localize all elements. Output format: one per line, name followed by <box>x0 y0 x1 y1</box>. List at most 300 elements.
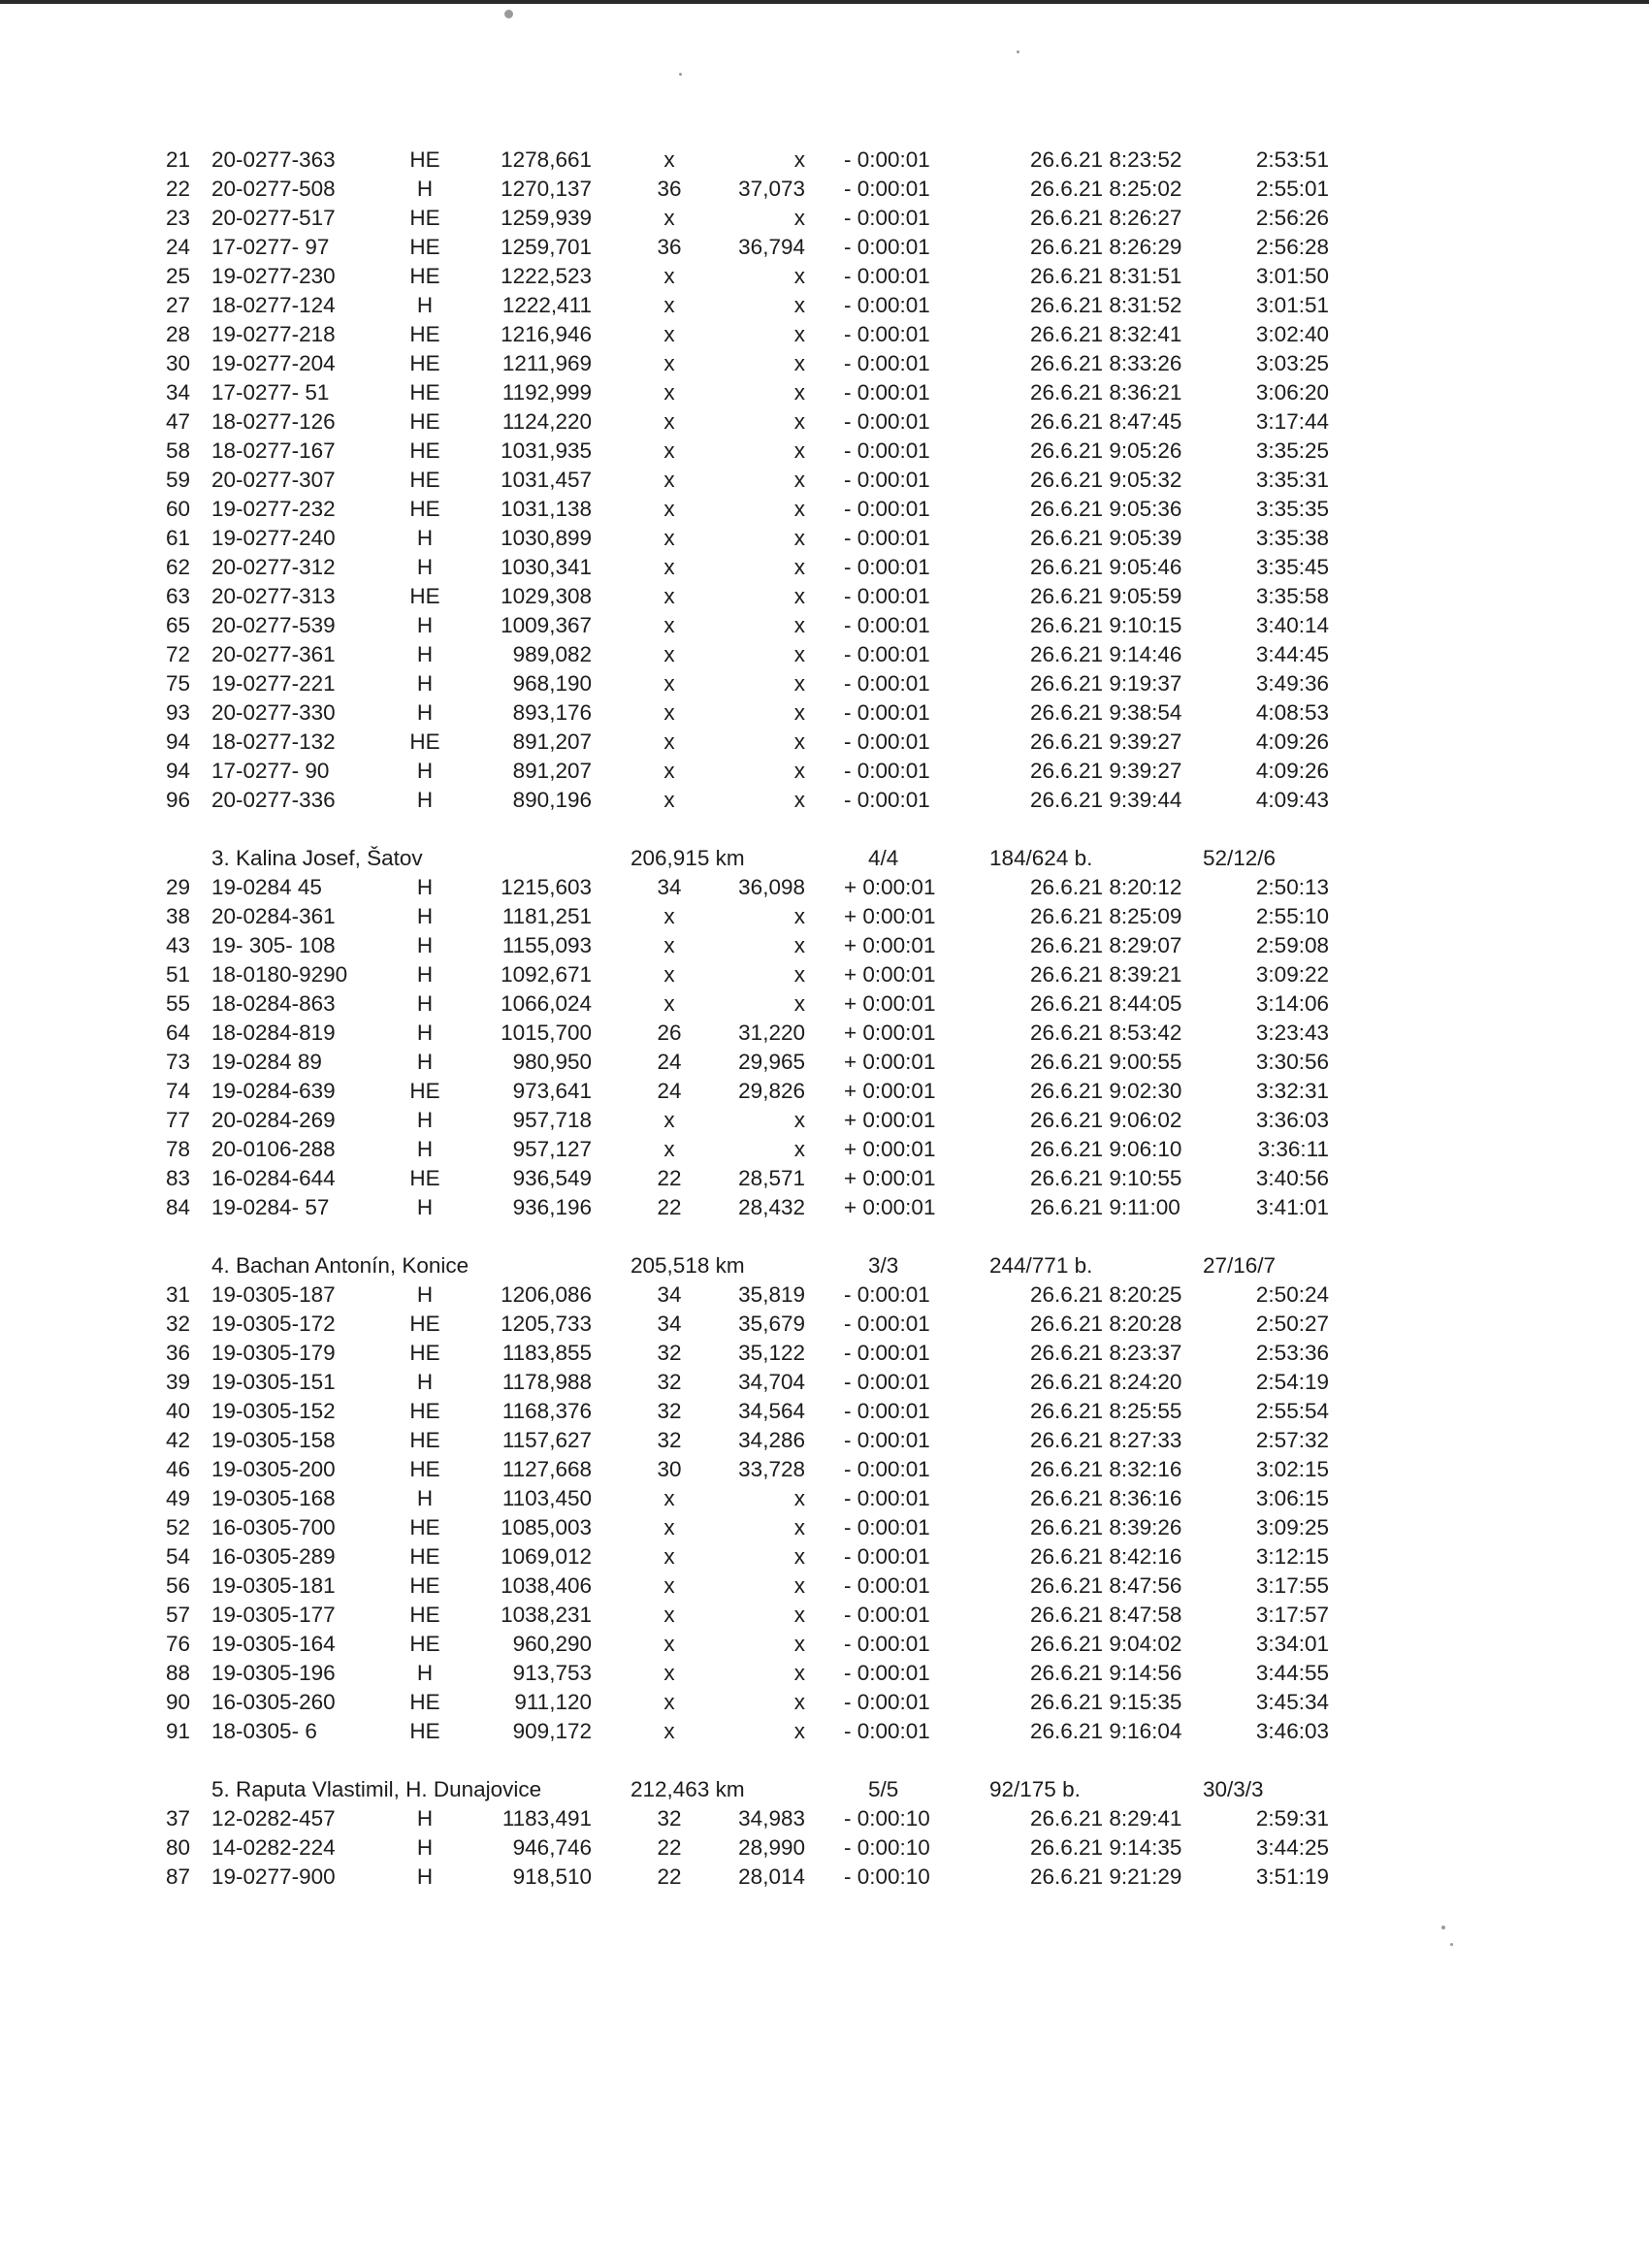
arrival-time-cell: 26.6.21 8:23:52 <box>1030 147 1182 172</box>
speed-cell: 1183,491 <box>501 1806 592 1831</box>
sex-cell: H <box>416 904 434 928</box>
flight-time-cell: 3:46:03 <box>1255 1719 1329 1743</box>
points-cell: x <box>793 642 805 666</box>
scan-speck <box>1441 1926 1445 1929</box>
time-correction-cell: - 0:00:01 <box>844 1282 930 1307</box>
points-cell: x <box>793 1137 805 1161</box>
points-cell: x <box>793 438 805 463</box>
ring-number-cell: 19-0277-218 <box>211 322 336 346</box>
coefficient-cell: 32 <box>657 1428 682 1452</box>
flight-time-cell: 3:09:22 <box>1255 962 1329 987</box>
result-row <box>146 146 1358 175</box>
ring-number-cell: 20-0277-363 <box>211 147 336 172</box>
points-cell: 36,794 <box>738 235 805 259</box>
flight-time-cell: 3:45:34 <box>1255 1690 1329 1714</box>
points-cell: 28,014 <box>738 1864 805 1889</box>
sex-cell: H <box>416 759 434 783</box>
arrival-time-cell: 26.6.21 9:39:27 <box>1030 759 1182 783</box>
ring-number-cell: 19-0305-200 <box>211 1457 336 1481</box>
sex-cell: H <box>416 555 434 579</box>
sex-cell: HE <box>409 1544 440 1569</box>
participant-ratio: 4/4 <box>868 846 899 870</box>
ring-number-cell: 19-0284 89 <box>211 1050 322 1074</box>
arrival-time-cell: 26.6.21 8:20:25 <box>1030 1282 1182 1307</box>
result-row <box>146 1571 1358 1601</box>
result-row <box>146 1280 1358 1310</box>
participant-score: 244/771 b. <box>989 1253 1093 1278</box>
rank-cell: 96 <box>165 788 190 812</box>
ring-number-cell: 18-0305- 6 <box>211 1719 317 1743</box>
points-cell: 28,432 <box>738 1195 805 1219</box>
speed-cell: 1029,308 <box>501 584 592 608</box>
time-correction-cell: - 0:00:01 <box>844 1544 930 1569</box>
coefficient-cell: x <box>663 468 675 492</box>
arrival-time-cell: 26.6.21 9:05:26 <box>1030 438 1182 463</box>
points-cell: x <box>793 526 805 550</box>
sex-cell: HE <box>409 351 440 375</box>
result-row <box>146 1688 1358 1717</box>
rank-cell: 47 <box>165 409 190 434</box>
rank-cell: 83 <box>165 1166 190 1190</box>
participant-distance: 206,915 km <box>630 846 745 870</box>
flight-time-cell: 4:09:26 <box>1255 759 1329 783</box>
speed-cell: 957,718 <box>512 1108 592 1132</box>
sex-cell: HE <box>409 1632 440 1656</box>
sex-cell: HE <box>409 1341 440 1365</box>
flight-time-cell: 3:40:56 <box>1255 1166 1329 1190</box>
sex-cell: HE <box>409 322 440 346</box>
speed-cell: 1216,946 <box>501 322 592 346</box>
arrival-time-cell: 26.6.21 8:42:16 <box>1030 1544 1182 1569</box>
ring-number-cell: 19-0305-187 <box>211 1282 336 1307</box>
speed-cell: 1031,457 <box>501 468 592 492</box>
rank-cell: 57 <box>165 1603 190 1627</box>
time-correction-cell: - 0:00:01 <box>844 1312 930 1336</box>
arrival-time-cell: 26.6.21 8:23:37 <box>1030 1341 1182 1365</box>
scan-top-border <box>0 0 1649 4</box>
arrival-time-cell: 26.6.21 9:05:32 <box>1030 468 1182 492</box>
ring-number-cell: 19-0305-164 <box>211 1632 336 1656</box>
coefficient-cell: 26 <box>657 1021 682 1045</box>
coefficient-cell: x <box>663 264 675 288</box>
points-cell: 35,122 <box>738 1341 805 1365</box>
flight-time-cell: 3:51:19 <box>1255 1864 1329 1889</box>
sex-cell: H <box>416 1195 434 1219</box>
sex-cell: HE <box>409 380 440 405</box>
sex-cell: HE <box>409 409 440 434</box>
arrival-time-cell: 26.6.21 9:04:02 <box>1030 1632 1182 1656</box>
ring-number-cell: 19-0305-181 <box>211 1573 336 1598</box>
ring-number-cell: 18-0277-132 <box>211 729 336 754</box>
points-cell: x <box>793 1661 805 1685</box>
ring-number-cell: 16-0305-700 <box>211 1515 336 1539</box>
arrival-time-cell: 26.6.21 8:47:45 <box>1030 409 1182 434</box>
result-row <box>146 1542 1358 1571</box>
rank-cell: 28 <box>165 322 190 346</box>
rank-cell: 94 <box>165 759 190 783</box>
flight-time-cell: 2:56:26 <box>1255 206 1329 230</box>
speed-cell: 1038,406 <box>501 1573 592 1598</box>
sex-cell: H <box>416 613 434 637</box>
flight-time-cell: 3:30:56 <box>1255 1050 1329 1074</box>
result-row <box>146 1630 1358 1659</box>
ring-number-cell: 20-0277-307 <box>211 468 336 492</box>
rank-cell: 49 <box>165 1486 190 1510</box>
result-row <box>146 728 1358 757</box>
ring-number-cell: 19-0305-177 <box>211 1603 336 1627</box>
time-correction-cell: + 0:00:01 <box>844 1021 936 1045</box>
arrival-time-cell: 26.6.21 9:14:46 <box>1030 642 1182 666</box>
arrival-time-cell: 26.6.21 9:05:59 <box>1030 584 1182 608</box>
sex-cell: HE <box>409 1079 440 1103</box>
time-correction-cell: + 0:00:01 <box>844 1137 936 1161</box>
rank-cell: 37 <box>165 1806 190 1831</box>
sex-cell: HE <box>409 1457 440 1481</box>
sex-cell: HE <box>409 584 440 608</box>
scan-speck <box>1450 1943 1453 1946</box>
points-cell: x <box>793 555 805 579</box>
speed-cell: 1211,969 <box>501 351 592 375</box>
coefficient-cell: 24 <box>657 1050 682 1074</box>
ring-number-cell: 20-0277-517 <box>211 206 336 230</box>
points-cell: x <box>793 1632 805 1656</box>
participant-score: 92/175 b. <box>989 1777 1081 1801</box>
sex-cell: H <box>416 1370 434 1394</box>
coefficient-cell: x <box>663 206 675 230</box>
coefficient-cell: x <box>663 1544 675 1569</box>
speed-cell: 891,207 <box>512 729 592 754</box>
speed-cell: 1127,668 <box>501 1457 592 1481</box>
participant-score: 184/624 b. <box>989 846 1093 870</box>
result-row <box>146 1019 1358 1048</box>
coefficient-cell: 22 <box>657 1166 682 1190</box>
section-spacer <box>146 815 1358 844</box>
speed-cell: 968,190 <box>512 671 592 696</box>
scan-speck <box>679 73 682 76</box>
ring-number-cell: 19-0277-232 <box>211 497 336 521</box>
ring-number-cell: 20-0284-361 <box>211 904 336 928</box>
sex-cell: HE <box>409 264 440 288</box>
flight-time-cell: 3:03:25 <box>1255 351 1329 375</box>
rank-cell: 39 <box>165 1370 190 1394</box>
speed-cell: 973,641 <box>512 1079 592 1103</box>
participant-name: 4. Bachan Antonín, Konice <box>211 1253 469 1278</box>
rank-cell: 56 <box>165 1573 190 1598</box>
sex-cell: H <box>416 293 434 317</box>
time-correction-cell: - 0:00:01 <box>844 380 930 405</box>
rank-cell: 59 <box>165 468 190 492</box>
rank-cell: 65 <box>165 613 190 637</box>
flight-time-cell: 3:35:25 <box>1255 438 1329 463</box>
points-cell: 34,286 <box>738 1428 805 1452</box>
coefficient-cell: x <box>663 613 675 637</box>
result-row <box>146 378 1358 407</box>
time-correction-cell: - 0:00:01 <box>844 759 930 783</box>
arrival-time-cell: 26.6.21 9:05:39 <box>1030 526 1182 550</box>
ring-number-cell: 19-0305-172 <box>211 1312 336 1336</box>
result-row <box>146 524 1358 553</box>
speed-cell: 1178,988 <box>501 1370 592 1394</box>
ring-number-cell: 19-0284 45 <box>211 875 322 899</box>
result-row <box>146 786 1358 815</box>
participant-section <box>146 1222 1358 1746</box>
coefficient-cell: x <box>663 147 675 172</box>
section-spacer <box>146 1222 1358 1251</box>
points-cell: x <box>793 584 805 608</box>
time-correction-cell: + 0:00:01 <box>844 875 936 899</box>
arrival-time-cell: 26.6.21 8:25:02 <box>1030 177 1182 201</box>
arrival-time-cell: 26.6.21 9:14:56 <box>1030 1661 1182 1685</box>
time-correction-cell: + 0:00:01 <box>844 962 936 987</box>
time-correction-cell: + 0:00:01 <box>844 1195 936 1219</box>
result-row <box>146 1426 1358 1455</box>
sex-cell: H <box>416 991 434 1016</box>
ring-number-cell: 20-0284-269 <box>211 1108 336 1132</box>
sex-cell: HE <box>409 497 440 521</box>
flight-time-cell: 3:35:38 <box>1255 526 1329 550</box>
time-correction-cell: - 0:00:01 <box>844 613 930 637</box>
rank-cell: 61 <box>165 526 190 550</box>
speed-cell: 1222,411 <box>501 293 592 317</box>
sex-cell: H <box>416 933 434 957</box>
coefficient-cell: x <box>663 526 675 550</box>
speed-cell: 893,176 <box>512 700 592 725</box>
speed-cell: 1069,012 <box>501 1544 592 1569</box>
result-row <box>146 1310 1358 1339</box>
ring-number-cell: 18-0277-167 <box>211 438 336 463</box>
arrival-time-cell: 26.6.21 9:15:35 <box>1030 1690 1182 1714</box>
ring-number-cell: 20-0277-336 <box>211 788 336 812</box>
flight-time-cell: 3:32:31 <box>1255 1079 1329 1103</box>
time-correction-cell: - 0:00:01 <box>844 438 930 463</box>
rank-cell: 36 <box>165 1341 190 1365</box>
speed-cell: 1206,086 <box>501 1282 592 1307</box>
participant-distance: 205,518 km <box>630 1253 745 1278</box>
arrival-time-cell: 26.6.21 9:06:02 <box>1030 1108 1182 1132</box>
arrival-time-cell: 26.6.21 8:39:21 <box>1030 962 1182 987</box>
flight-time-cell: 4:08:53 <box>1255 700 1329 725</box>
time-correction-cell: - 0:00:01 <box>844 1486 930 1510</box>
result-row <box>146 495 1358 524</box>
participant-distance: 212,463 km <box>630 1777 745 1801</box>
sex-cell: HE <box>409 1719 440 1743</box>
flight-time-cell: 3:36:11 <box>1257 1137 1329 1161</box>
flight-time-cell: 3:01:51 <box>1255 293 1329 317</box>
ring-number-cell: 19-0305-168 <box>211 1486 336 1510</box>
coefficient-cell: x <box>663 1661 675 1685</box>
ring-number-cell: 19-0277-221 <box>211 671 336 696</box>
coefficient-cell: x <box>663 1690 675 1714</box>
sex-cell: H <box>416 1108 434 1132</box>
rank-cell: 29 <box>165 875 190 899</box>
coefficient-cell: x <box>663 642 675 666</box>
flight-time-cell: 3:44:25 <box>1255 1835 1329 1860</box>
coefficient-cell: x <box>663 1573 675 1598</box>
rank-cell: 43 <box>165 933 190 957</box>
flight-time-cell: 4:09:26 <box>1255 729 1329 754</box>
coefficient-cell: 34 <box>657 875 682 899</box>
rank-cell: 73 <box>165 1050 190 1074</box>
rank-cell: 32 <box>165 1312 190 1336</box>
ring-number-cell: 19-0277-204 <box>211 351 336 375</box>
flight-time-cell: 3:35:58 <box>1255 584 1329 608</box>
coefficient-cell: x <box>663 1632 675 1656</box>
result-row <box>146 1164 1358 1193</box>
rank-cell: 42 <box>165 1428 190 1452</box>
speed-cell: 1168,376 <box>501 1399 592 1423</box>
speed-cell: 1085,003 <box>501 1515 592 1539</box>
speed-cell: 1030,341 <box>501 555 592 579</box>
result-row <box>146 931 1358 960</box>
flight-time-cell: 4:09:43 <box>1255 788 1329 812</box>
arrival-time-cell: 26.6.21 9:14:35 <box>1030 1835 1182 1860</box>
time-correction-cell: - 0:00:01 <box>844 1457 930 1481</box>
result-row <box>146 466 1358 495</box>
ring-number-cell: 19-0305-179 <box>211 1341 336 1365</box>
flight-time-cell: 2:55:10 <box>1255 904 1329 928</box>
points-cell: 29,965 <box>738 1050 805 1074</box>
points-cell: x <box>793 1603 805 1627</box>
ring-number-cell: 12-0282-457 <box>211 1806 336 1831</box>
arrival-time-cell: 26.6.21 9:11:00 <box>1030 1195 1180 1219</box>
arrival-time-cell: 26.6.21 8:20:28 <box>1030 1312 1182 1336</box>
arrival-time-cell: 26.6.21 8:26:29 <box>1030 235 1182 259</box>
rank-cell: 84 <box>165 1195 190 1219</box>
arrival-time-cell: 26.6.21 8:29:07 <box>1030 933 1182 957</box>
result-row <box>146 1455 1358 1484</box>
speed-cell: 1015,700 <box>501 1021 592 1045</box>
result-row <box>146 175 1358 204</box>
coefficient-cell: x <box>663 1515 675 1539</box>
scan-speck <box>504 10 513 18</box>
time-correction-cell: + 0:00:01 <box>844 904 936 928</box>
ring-number-cell: 19- 305- 108 <box>211 933 336 957</box>
sex-cell: H <box>416 1806 434 1831</box>
coefficient-cell: x <box>663 293 675 317</box>
arrival-time-cell: 26.6.21 9:16:04 <box>1030 1719 1182 1743</box>
arrival-time-cell: 26.6.21 8:32:16 <box>1030 1457 1182 1481</box>
speed-cell: 1222,523 <box>501 264 592 288</box>
result-row <box>146 1804 1358 1833</box>
coefficient-cell: x <box>663 380 675 405</box>
rank-cell: 51 <box>165 962 190 987</box>
rank-cell: 93 <box>165 700 190 725</box>
ring-number-cell: 20-0277-508 <box>211 177 336 201</box>
flight-time-cell: 2:59:31 <box>1255 1806 1329 1831</box>
arrival-time-cell: 26.6.21 9:10:55 <box>1030 1166 1182 1190</box>
result-row <box>146 204 1358 233</box>
points-cell: x <box>793 991 805 1016</box>
points-cell: 28,571 <box>738 1166 805 1190</box>
rank-cell: 38 <box>165 904 190 928</box>
rank-cell: 72 <box>165 642 190 666</box>
arrival-time-cell: 26.6.21 9:06:10 <box>1030 1137 1182 1161</box>
speed-cell: 960,290 <box>512 1632 592 1656</box>
sex-cell: HE <box>409 1312 440 1336</box>
time-correction-cell: - 0:00:01 <box>844 555 930 579</box>
flight-time-cell: 3:35:45 <box>1255 555 1329 579</box>
time-correction-cell: + 0:00:01 <box>844 1050 936 1074</box>
ring-number-cell: 17-0277- 90 <box>211 759 330 783</box>
result-row <box>146 407 1358 437</box>
result-row <box>146 1659 1358 1688</box>
arrival-time-cell: 26.6.21 8:53:42 <box>1030 1021 1182 1045</box>
time-correction-cell: - 0:00:01 <box>844 293 930 317</box>
result-row <box>146 1484 1358 1513</box>
arrival-time-cell: 26.6.21 8:36:16 <box>1030 1486 1182 1510</box>
flight-time-cell: 3:09:25 <box>1255 1515 1329 1539</box>
arrival-time-cell: 26.6.21 8:25:09 <box>1030 904 1182 928</box>
speed-cell: 1030,899 <box>501 526 592 550</box>
time-correction-cell: - 0:00:01 <box>844 351 930 375</box>
rank-cell: 30 <box>165 351 190 375</box>
speed-cell: 1066,024 <box>501 991 592 1016</box>
sex-cell: H <box>416 1835 434 1860</box>
speed-cell: 957,127 <box>512 1137 592 1161</box>
participant-name: 3. Kalina Josef, Šatov <box>211 846 423 870</box>
arrival-time-cell: 26.6.21 9:39:44 <box>1030 788 1182 812</box>
coefficient-cell: 36 <box>657 235 682 259</box>
coefficient-cell: 22 <box>657 1195 682 1219</box>
coefficient-cell: x <box>663 759 675 783</box>
coefficient-cell: x <box>663 1137 675 1161</box>
coefficient-cell: 34 <box>657 1312 682 1336</box>
speed-cell: 1183,855 <box>501 1341 592 1365</box>
results-document <box>146 146 1358 1892</box>
speed-cell: 890,196 <box>512 788 592 812</box>
flight-time-cell: 2:57:32 <box>1255 1428 1329 1452</box>
coefficient-cell: x <box>663 409 675 434</box>
result-row <box>146 611 1358 640</box>
sex-cell: H <box>416 671 434 696</box>
points-cell: 37,073 <box>738 177 805 201</box>
arrival-time-cell: 26.6.21 9:05:46 <box>1030 555 1182 579</box>
flight-time-cell: 3:17:44 <box>1255 409 1329 434</box>
participant-section <box>146 146 1358 815</box>
coefficient-cell: 30 <box>657 1457 682 1481</box>
coefficient-cell: x <box>663 991 675 1016</box>
sex-cell: HE <box>409 1515 440 1539</box>
points-cell: x <box>793 468 805 492</box>
rank-cell: 24 <box>165 235 190 259</box>
result-row <box>146 1339 1358 1368</box>
sex-cell: H <box>416 1282 434 1307</box>
participant-section <box>146 1746 1358 1892</box>
coefficient-cell: x <box>663 1603 675 1627</box>
rank-cell: 21 <box>165 147 190 172</box>
ring-number-cell: 18-0284-863 <box>211 991 336 1016</box>
time-correction-cell: - 0:00:01 <box>844 671 930 696</box>
result-row <box>146 640 1358 669</box>
participant-stats: 30/3/3 <box>1203 1777 1264 1801</box>
time-correction-cell: - 0:00:01 <box>844 584 930 608</box>
flight-time-cell: 2:55:54 <box>1255 1399 1329 1423</box>
sex-cell: HE <box>409 235 440 259</box>
flight-time-cell: 2:54:19 <box>1255 1370 1329 1394</box>
flight-time-cell: 3:06:20 <box>1255 380 1329 405</box>
rank-cell: 76 <box>165 1632 190 1656</box>
result-row <box>146 349 1358 378</box>
flight-time-cell: 3:17:57 <box>1255 1603 1329 1627</box>
rank-cell: 88 <box>165 1661 190 1685</box>
ring-number-cell: 18-0284-819 <box>211 1021 336 1045</box>
arrival-time-cell: 26.6.21 8:31:52 <box>1030 293 1182 317</box>
flight-time-cell: 3:34:01 <box>1255 1632 1329 1656</box>
rank-cell: 64 <box>165 1021 190 1045</box>
result-row <box>146 698 1358 728</box>
rank-cell: 77 <box>165 1108 190 1132</box>
rank-cell: 25 <box>165 264 190 288</box>
